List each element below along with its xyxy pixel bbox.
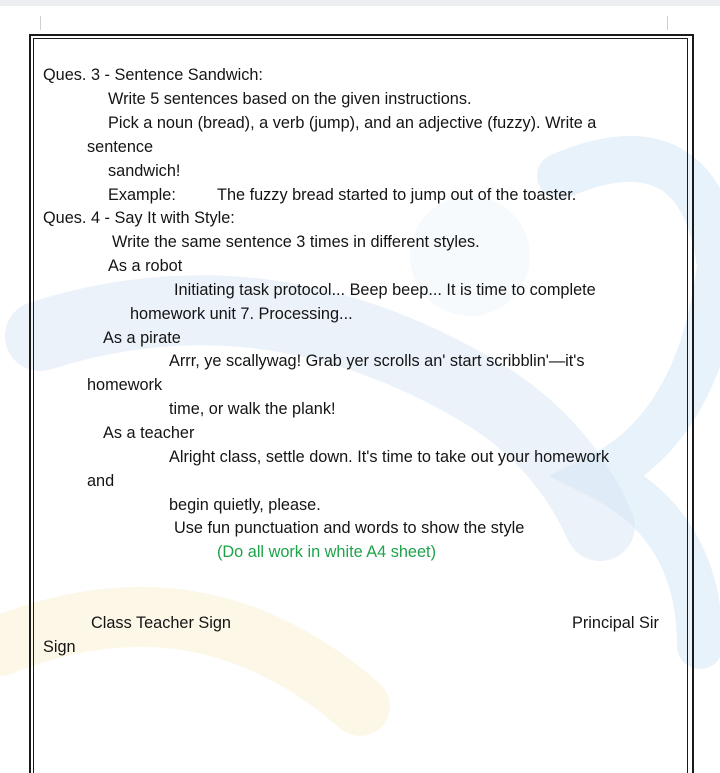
q4-title: Ques. 4 - Say It with Style: (43, 209, 235, 227)
teacher-label: As a teacher (103, 424, 195, 442)
q3-instruction: Pick a noun (bread), a verb (jump), and an adjective (fuzzy). Write a (108, 114, 597, 132)
principal-sign: Principal Sir (572, 614, 659, 632)
teacher-text: begin quietly, please. (169, 496, 321, 514)
robot-text: homework unit 7. Processing... (130, 305, 353, 323)
teacher-text: and (87, 472, 115, 490)
q3-instruction: Write 5 sentences based on the given instructions. (108, 90, 472, 108)
style-instruction: Use fun punctuation and words to show the style (174, 519, 525, 537)
edge-mark (667, 16, 668, 30)
q3-instruction: sandwich! (108, 162, 181, 180)
pirate-text: Arrr, ye scallywag! Grab yer scrolls an' start scribblin'—it's (169, 352, 585, 370)
pirate-text: homework (87, 376, 163, 394)
class-teacher-sign: Class Teacher Sign (91, 614, 231, 632)
robot-label: As a robot (108, 257, 183, 275)
q4-instruction: Write the same sentence 3 times in different styles. (112, 233, 480, 251)
robot-text: Initiating task protocol... Beep beep... It is time to complete (174, 281, 596, 299)
teacher-text: Alright class, settle down. It's time to take out your homework (169, 448, 610, 466)
q3-example-text: The fuzzy bread started to jump out of the toaster. (217, 186, 577, 204)
pirate-text: time, or walk the plank! (169, 400, 336, 418)
work-note: (Do all work in white A4 sheet) (217, 543, 436, 561)
q3-title: Ques. 3 - Sentence Sandwich: (43, 66, 263, 84)
q3-example-label: Example: (108, 186, 176, 204)
q3-instruction: sentence (87, 138, 154, 156)
worksheet-page (0, 6, 720, 773)
sign-label: Sign (43, 638, 76, 656)
pirate-label: As a pirate (103, 329, 181, 347)
edge-mark (40, 16, 41, 30)
